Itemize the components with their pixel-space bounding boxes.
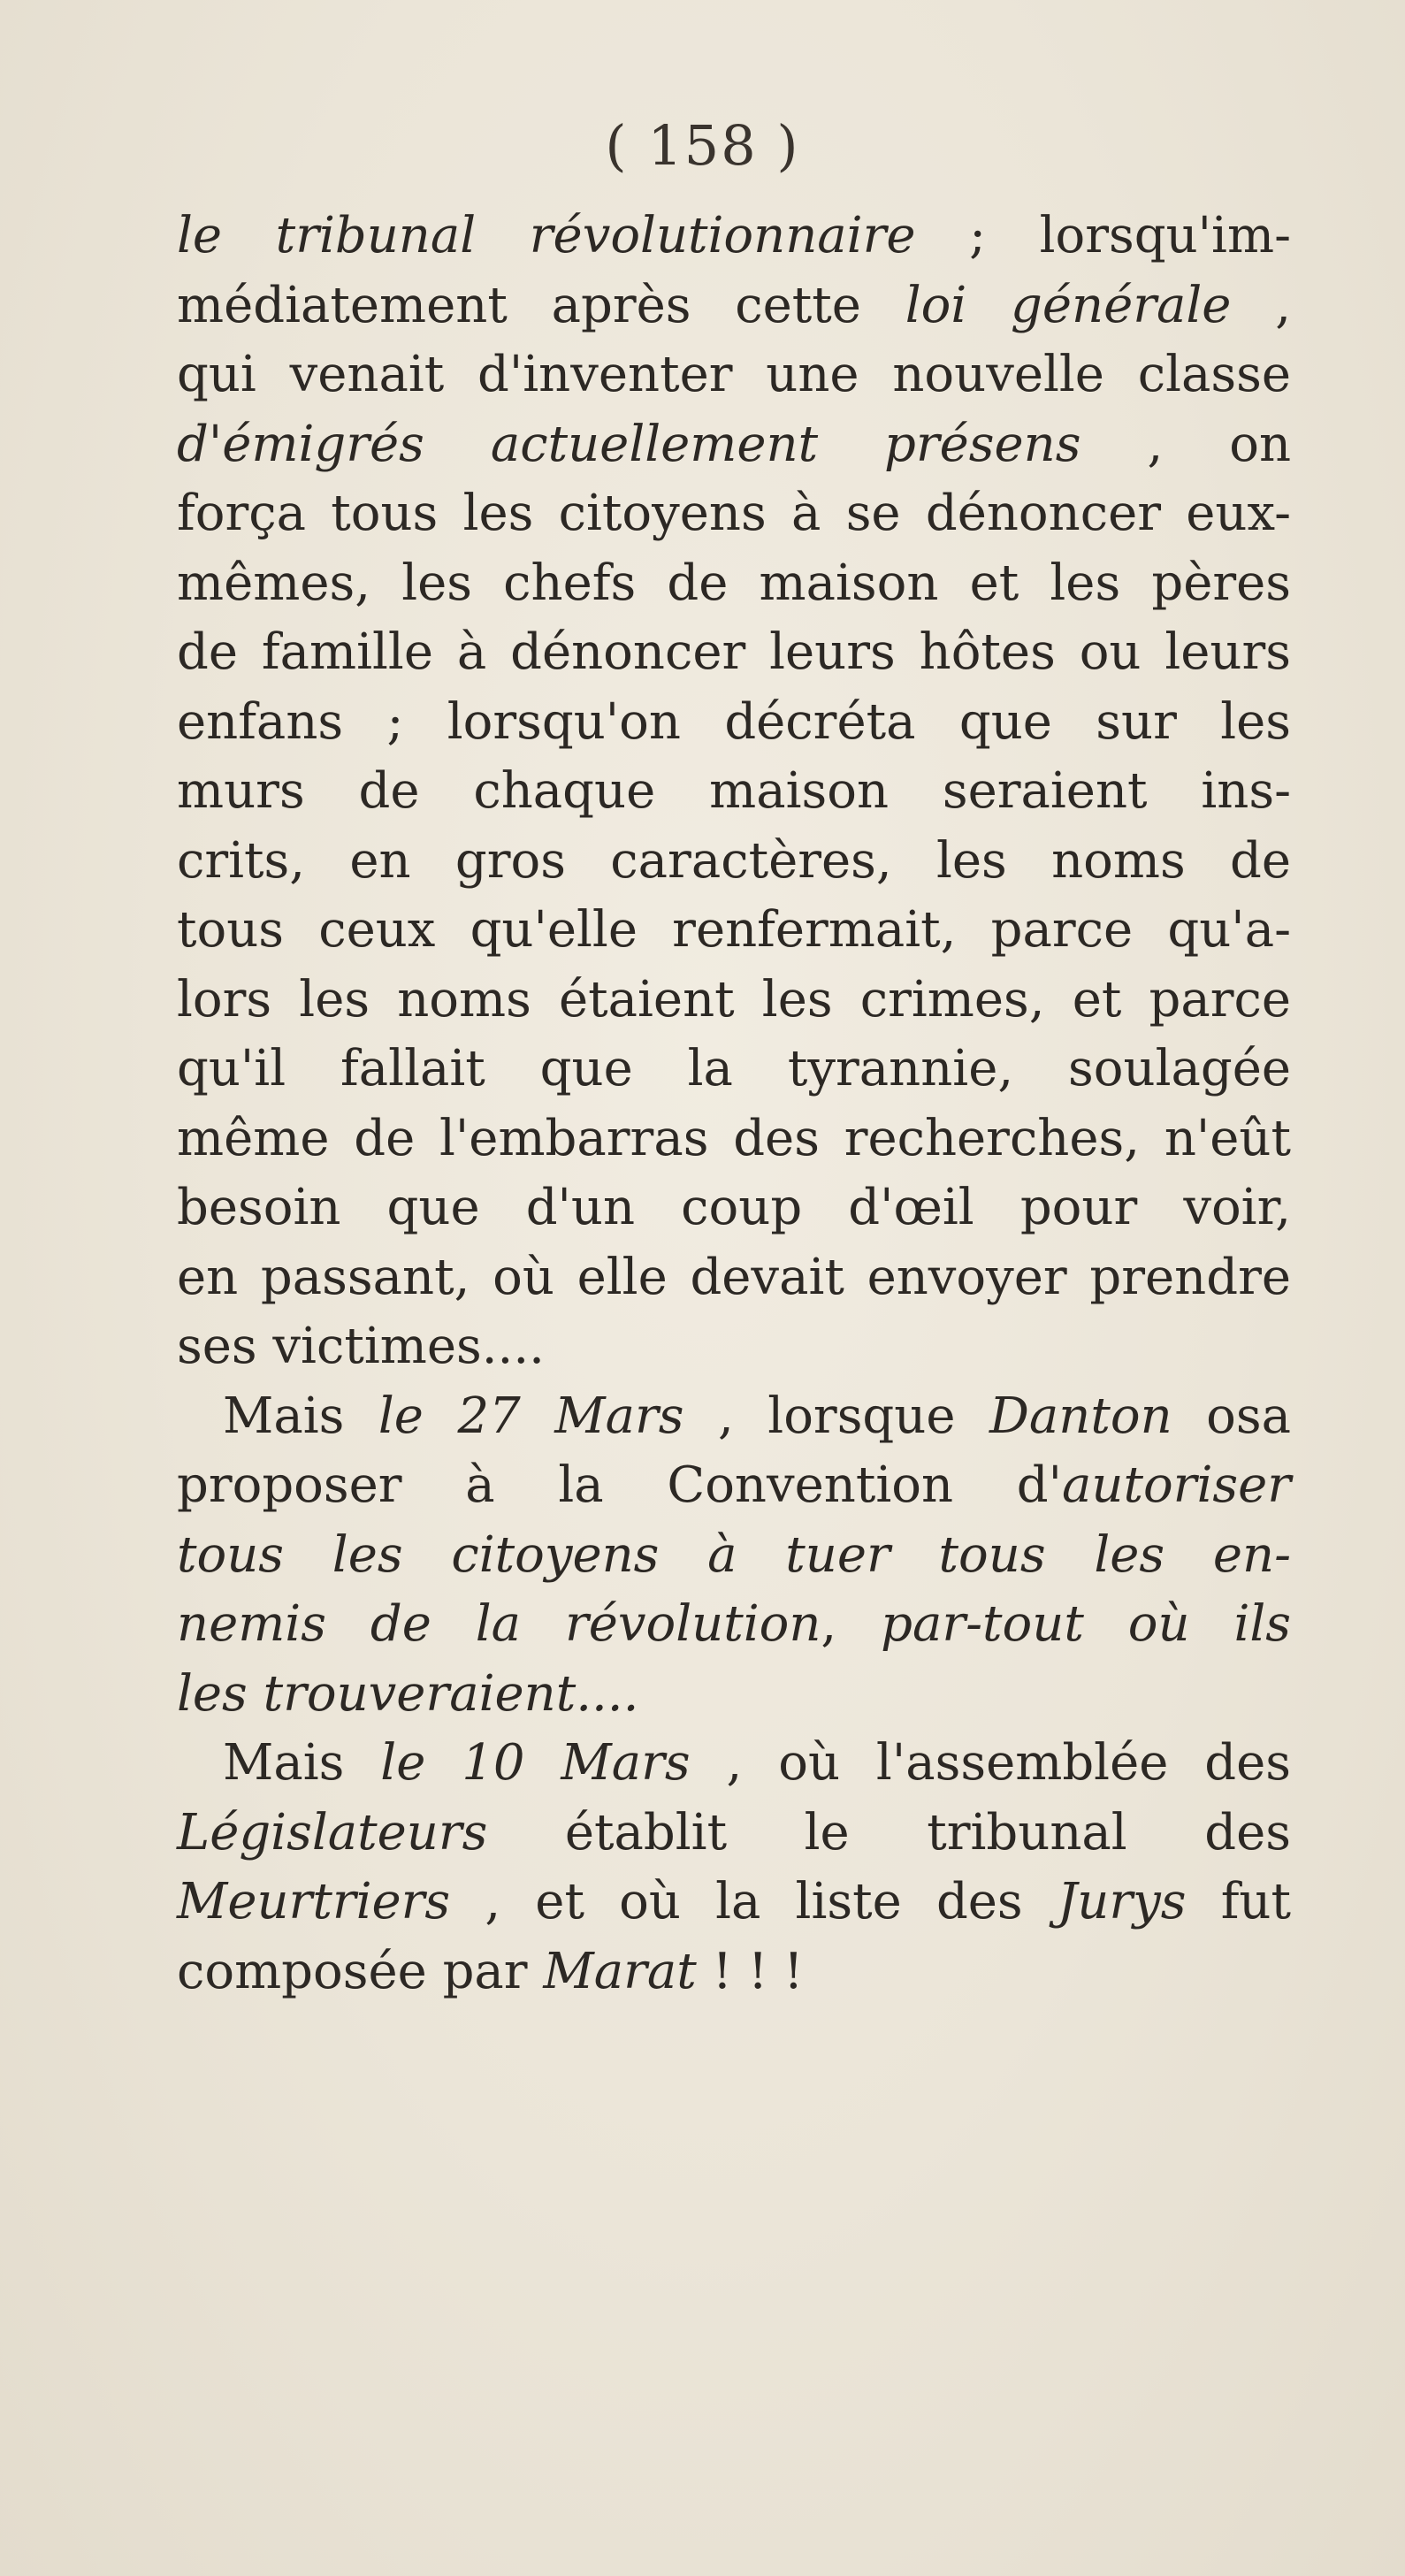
text-line bbox=[177, 1938, 1291, 2007]
text-line bbox=[177, 202, 1291, 271]
text-line bbox=[177, 1312, 1291, 1382]
text-line bbox=[177, 340, 1291, 410]
italic-text-segment: tous les citoyens à tuer tous les en- bbox=[177, 1525, 1291, 1584]
text-segment: en passant, où elle devait envoyer prendre bbox=[177, 1248, 1291, 1306]
text-line bbox=[177, 549, 1291, 619]
text-line bbox=[177, 966, 1291, 1036]
text-line bbox=[177, 827, 1291, 897]
text-segment: , où l'assemblée des bbox=[690, 1734, 1291, 1792]
text-line bbox=[177, 757, 1291, 827]
italic-text-segment: Jurys bbox=[1057, 1873, 1187, 1930]
text-segment: força tous les citoyens à se dénoncer eux- bbox=[177, 485, 1291, 542]
text-segment: crits, en gros caractères, les noms de bbox=[177, 831, 1291, 890]
text-line bbox=[177, 1660, 1291, 1730]
text-segment: de famille à dénoncer leurs hôtes ou leurs bbox=[177, 623, 1291, 681]
text-line bbox=[177, 1590, 1291, 1660]
text-segment: ! ! ! bbox=[696, 1942, 804, 2000]
italic-text-segment: les trouveraient.... bbox=[177, 1664, 639, 1723]
text-line bbox=[177, 479, 1291, 549]
text-segment: ; lorsqu'im- bbox=[915, 207, 1291, 264]
italic-text-segment: Meurtriers bbox=[177, 1873, 451, 1930]
italic-text-segment: nemis de la révolution bbox=[177, 1595, 821, 1653]
text-segment: osa bbox=[1172, 1387, 1291, 1445]
italic-text-segment: Danton bbox=[989, 1387, 1172, 1445]
text-line bbox=[177, 1105, 1291, 1174]
text-segment: , bbox=[821, 1595, 882, 1653]
text-line bbox=[177, 1729, 1291, 1799]
italic-text-segment: d'émigrés actuellement présens bbox=[177, 415, 1081, 473]
italic-text-segment: le tribunal révolutionnaire bbox=[177, 207, 916, 264]
text-line bbox=[177, 1173, 1291, 1243]
text-line bbox=[177, 1243, 1291, 1313]
text-segment: établit le tribunal des bbox=[487, 1803, 1291, 1861]
text-segment: qu'il fallait que la tyrannie, soulagée bbox=[177, 1040, 1291, 1097]
text-segment: , on bbox=[1080, 415, 1292, 473]
text-line bbox=[177, 1521, 1291, 1591]
text-segment: composée par bbox=[177, 1942, 544, 2000]
text-segment: proposer à la Convention d' bbox=[177, 1456, 1062, 1514]
text-segment: fut bbox=[1186, 1873, 1291, 1930]
text-line bbox=[177, 618, 1291, 688]
italic-text-segment: Marat bbox=[543, 1942, 697, 2000]
text-line bbox=[177, 1868, 1291, 1938]
text-line bbox=[177, 688, 1291, 758]
text-segment: médiatement après cette bbox=[177, 276, 905, 334]
page-number: ( 158 ) bbox=[605, 113, 800, 178]
text-segment: murs de chaque maison seraient ins- bbox=[177, 762, 1291, 820]
text-segment: Mais bbox=[223, 1387, 378, 1445]
text-line bbox=[177, 1799, 1291, 1869]
text-segment: enfans ; lorsqu'on décréta que sur les bbox=[177, 692, 1291, 751]
text-segment: Mais bbox=[223, 1734, 381, 1792]
text-line bbox=[177, 410, 1291, 480]
text-segment: , bbox=[1231, 276, 1291, 334]
text-line bbox=[177, 1382, 1291, 1452]
text-segment: tous ceux qu'elle renfermait, parce qu'a- bbox=[177, 901, 1291, 959]
text-segment: qui venait d'inventer une nouvelle classe bbox=[177, 346, 1291, 403]
text-segment: même de l'embarras des recherches, n'eût bbox=[177, 1109, 1291, 1167]
text-line bbox=[177, 896, 1291, 966]
text-segment: besoin que d'un coup d'œil pour voir, bbox=[177, 1179, 1291, 1236]
text-segment: , lorsque bbox=[683, 1387, 989, 1445]
italic-text-segment: le 27 Mars bbox=[378, 1387, 684, 1445]
italic-text-segment: Législateurs bbox=[177, 1803, 488, 1861]
text-line bbox=[177, 1451, 1291, 1521]
text-line bbox=[177, 1035, 1291, 1105]
text-segment: , et où la liste des bbox=[450, 1873, 1058, 1930]
italic-text-segment: autoriser bbox=[1062, 1456, 1291, 1514]
italic-text-segment: le 10 Mars bbox=[380, 1734, 691, 1792]
text-segment: ses victimes.... bbox=[177, 1318, 545, 1375]
text-segment: lors les noms étaient les crimes, et parce bbox=[177, 970, 1291, 1028]
text-segment: mêmes, les chefs de maison et les pères bbox=[177, 554, 1291, 612]
italic-text-segment: par-tout où ils bbox=[881, 1595, 1291, 1653]
body-text bbox=[177, 202, 1291, 2007]
text-line bbox=[177, 271, 1291, 341]
italic-text-segment: loi générale bbox=[905, 276, 1232, 334]
